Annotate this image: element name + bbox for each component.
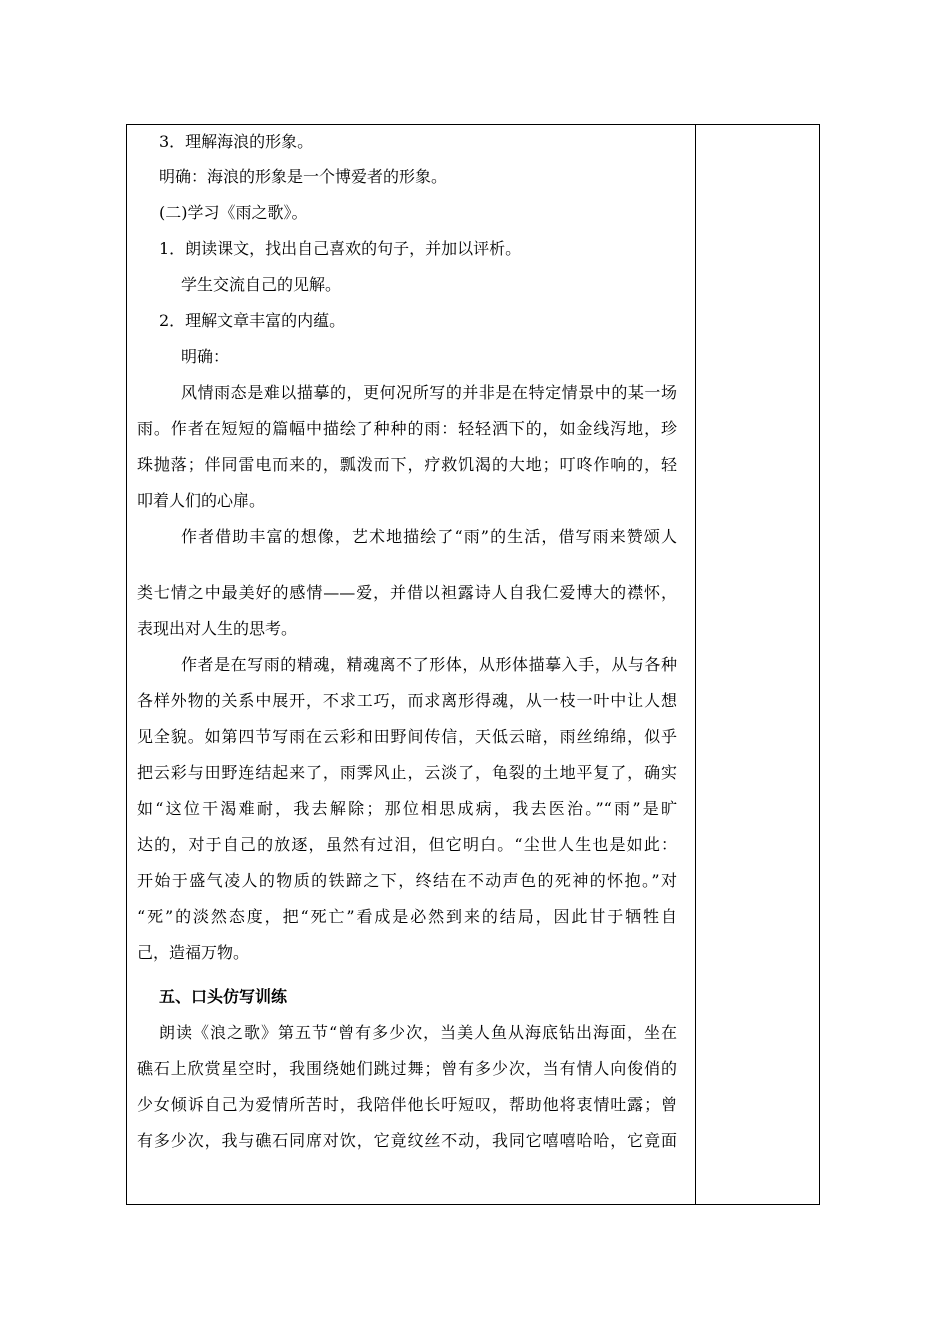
text-line: 见全貌。如第四节写雨在云彩和田野间传信，天低云暗，雨丝绵绵，似乎 — [137, 727, 677, 746]
text-line: 把云彩与田野连结起来了，雨霁风止，云淡了，龟裂的土地平复了，确实 — [137, 763, 677, 782]
text-line: 开始于盛气凌人的物质的铁蹄之下，终结在不动声色的死神的怀抱。”对 — [137, 871, 677, 890]
text-line: 明确： — [181, 347, 230, 366]
text-line: 有多少次，我与礁石同席对饮，它竟纹丝不动，我同它嘻嘻哈哈，它竟面 — [137, 1131, 677, 1150]
text-line: 叩着人们的心扉。 — [137, 491, 266, 510]
text-line: 作者是在写雨的精魂，精魂离不了形体，从形体描摹入手，从与各种 — [181, 655, 677, 674]
notes-cell — [696, 125, 819, 1204]
text-line: “死”的淡然态度，把“死亡”看成是必然到来的结局，因此甘于牺牲自 — [137, 907, 677, 926]
text-line: 礁石上欣赏星空时，我围绕她们跳过舞；曾有多少次，当有情人向俊俏的 — [137, 1059, 677, 1078]
text-line: 明确：海浪的形象是一个博爱者的形象。 — [159, 167, 448, 186]
text-line: 如“这位干渴难耐，我去解除；那位相思成病，我去医治。”“雨”是旷 — [137, 799, 677, 818]
lesson-table — [126, 124, 820, 1205]
text-line: 2．理解文章丰富的内蕴。 — [159, 311, 346, 330]
text-line: 己，造福万物。 — [137, 943, 250, 962]
text-line: 学生交流自己的见解。 — [181, 275, 342, 294]
text-line: 雨。作者在短短的篇幅中描绘了种种的雨：轻轻洒下的，如金线泻地，珍 — [137, 419, 677, 438]
text-line: 作者借助丰富的想像，艺术地描绘了“雨”的生活，借写雨来赞颂人 — [181, 527, 677, 546]
text-line: 朗读《浪之歌》第五节“曾有多少次，当美人鱼从海底钻出海面，坐在 — [159, 1023, 677, 1042]
lesson-content-cell — [137, 125, 687, 1204]
text-line: (二)学习《雨之歌》。 — [159, 203, 308, 222]
text-line: 表现出对人生的思考。 — [137, 619, 298, 638]
text-line: 各样外物的关系中展开，不求工巧，而求离形得魂，从一枝一叶中让人想 — [137, 691, 677, 710]
text-line: 类七情之中最美好的感情——爱，并借以袒露诗人自我仁爱博大的襟怀， — [137, 583, 677, 602]
text-line: 1．朗读课文，找出自己喜欢的句子，并加以评析。 — [159, 239, 522, 258]
text-line: 少女倾诉自己为爱情所苦时，我陪伴他长吁短叹，帮助他将衷情吐露；曾 — [137, 1095, 677, 1114]
text-line: 珠抛落；伴同雷电而来的，瓢泼而下，疗救饥渴的大地；叮咚作响的，轻 — [137, 455, 677, 474]
text-line: 3．理解海浪的形象。 — [159, 132, 314, 151]
text-line: 达的，对于自己的放逐，虽然有过泪，但它明白。“尘世人生也是如此： — [137, 835, 677, 854]
section-heading: 五、口头仿写训练 — [159, 987, 288, 1006]
text-line: 风情雨态是难以描摹的，更何况所写的并非是在特定情景中的某一场 — [181, 383, 677, 402]
